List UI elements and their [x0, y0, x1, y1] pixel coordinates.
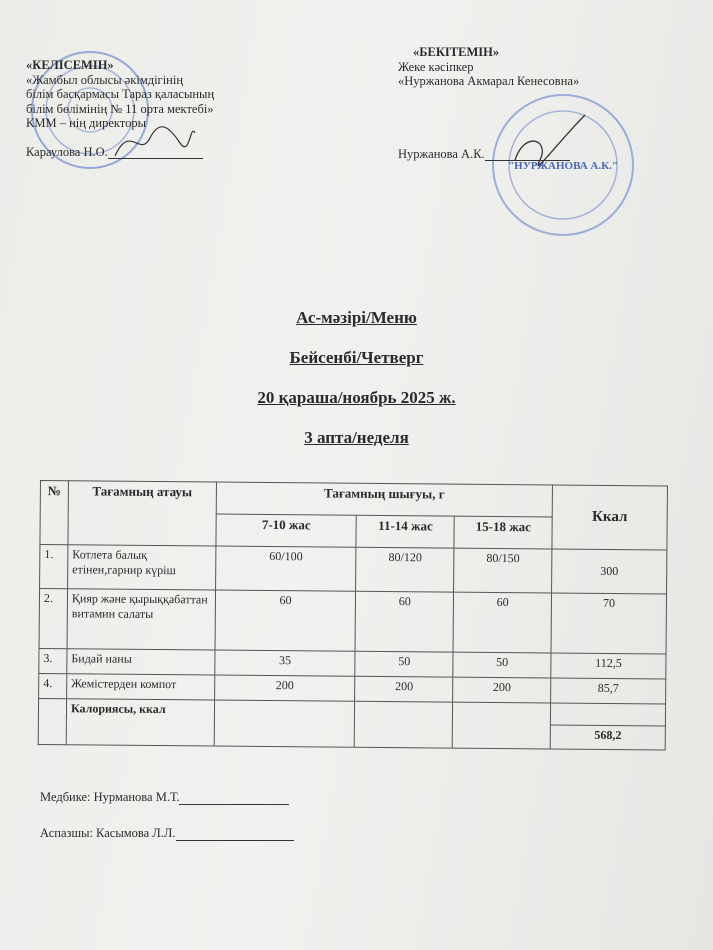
medic-label: Медбике: Нурманова М.Т. [40, 790, 180, 804]
row-g1: 35 [215, 650, 356, 676]
right-heading: «БЕКІТЕМІН» [413, 45, 500, 59]
row-num: 1. [40, 545, 68, 589]
row-g2: 200 [355, 676, 453, 702]
left-line: білім басқармасы Тараз қаласының [26, 87, 215, 101]
total-row [38, 698, 665, 725]
row-g3: 50 [453, 652, 551, 678]
row-g2: 50 [355, 651, 453, 677]
row-kcal: 70 [551, 593, 666, 654]
row-g1: 60/100 [215, 546, 356, 591]
right-signer: Нуржанова А.К. [398, 146, 485, 161]
table-row [40, 545, 667, 594]
row-name: Котлета балық етінен,гарнир күріш [68, 545, 216, 590]
row-g3: 200 [453, 677, 551, 703]
right-line: Жеке кәсіпкер [398, 59, 474, 74]
header-name: Тағамның атауы [68, 481, 216, 546]
header-age-11-14: 11-14 жас [356, 515, 454, 548]
row-kcal: 85,7 [551, 678, 666, 704]
row-kcal: 300 [552, 549, 667, 594]
approval-block-left [26, 58, 214, 159]
menu-table [38, 480, 668, 750]
header-kcal: Ккал [552, 485, 667, 550]
header-yield: Тағамның шығуы, г [216, 482, 553, 517]
row-kcal: 112,5 [551, 653, 666, 679]
total-value: 568,2 [550, 725, 665, 750]
row-g1: 60 [215, 590, 356, 651]
approval-block-right [398, 45, 579, 161]
row-num: 2. [39, 589, 67, 649]
row-name: Қияр және қырыққабаттан витамин салаты [67, 589, 215, 650]
week-title: 3 апта/неделя [304, 428, 409, 447]
row-g3: 60 [453, 592, 551, 653]
total-label: Калориясы, ккал [66, 699, 214, 746]
left-signer: Караулова Н.О. [26, 144, 108, 159]
row-name: Жемістерден компот [67, 674, 215, 700]
left-line: білім бөлімінің № 11 орта мектебі» [26, 101, 214, 116]
cook-label: Аспазшы: Касымова Л.Л. [40, 826, 176, 840]
left-line: «Жамбыл облысы әкімдігінің [26, 72, 184, 87]
row-g3: 80/150 [454, 548, 552, 593]
menu-title: Ас-мәзірі/Меню [296, 308, 417, 327]
row-g2: 60 [356, 591, 454, 652]
right-line: «Нуржанова Акмарал Кенесовна» [398, 74, 580, 88]
stamp-text: "НУРЖАНОВА А.К." [508, 160, 618, 172]
date-title: 20 қараша/ноябрь 2025 ж. [257, 388, 456, 407]
row-g2: 80/120 [356, 547, 454, 592]
row-num: 3. [39, 648, 67, 673]
row-name: Бидай наны [67, 649, 215, 675]
left-line: КММ – нің директоры [26, 116, 146, 130]
cook-signature [40, 826, 294, 841]
header-age-15-18: 15-18 жас [454, 516, 552, 549]
row-g1: 200 [214, 675, 355, 701]
header-num: № [40, 481, 69, 545]
day-title: Бейсенбі/Четверг [289, 348, 424, 367]
table-row [39, 589, 666, 654]
medic-signature [40, 790, 289, 805]
row-num: 4. [39, 673, 67, 698]
header-age-7-10: 7-10 жас [216, 514, 357, 547]
left-heading: «КЕЛІСЕМІН» [26, 58, 114, 72]
